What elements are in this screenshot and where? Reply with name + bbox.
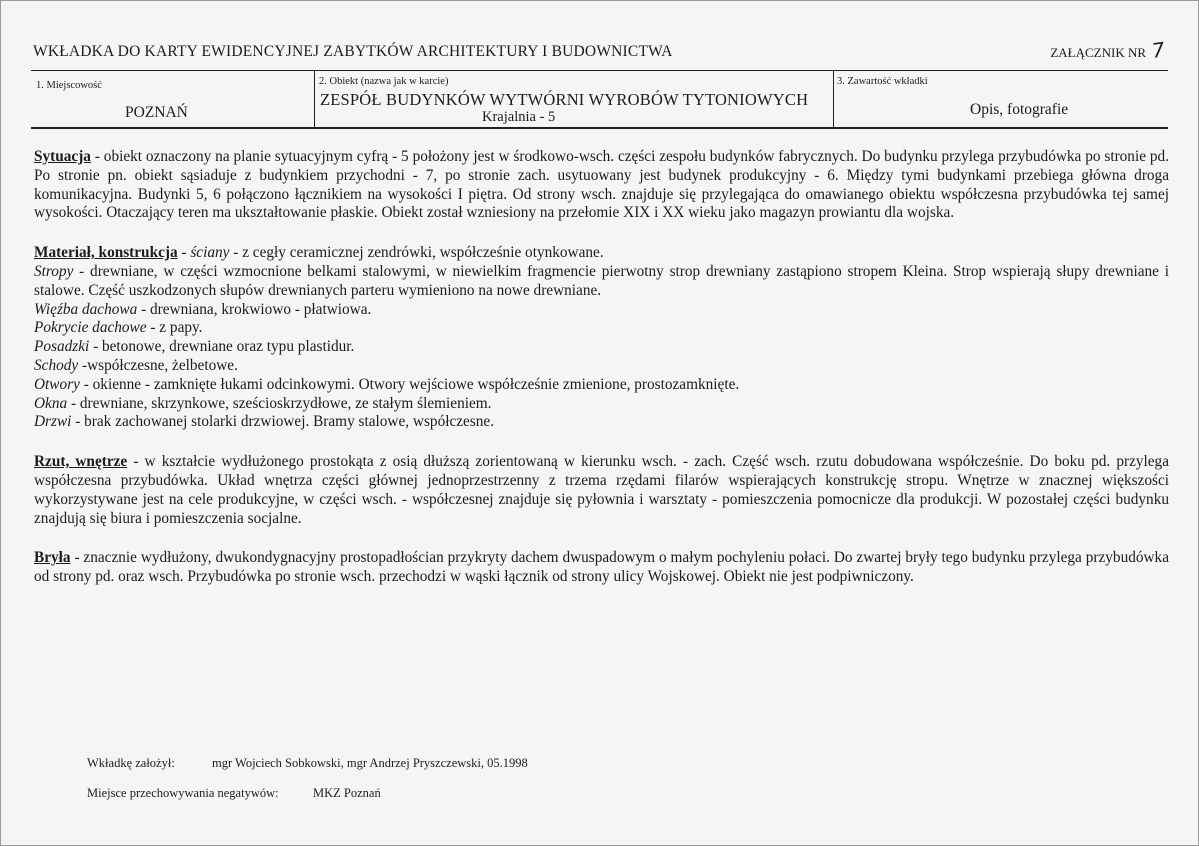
material-heading-dash: - [177,244,191,262]
author-label: Wkładkę założył: [87,756,175,770]
material-line-windows [34,395,1169,414]
material-line-roof-truss [34,301,1169,320]
author-row [87,756,528,771]
material-line-stairs [34,357,1169,376]
stairs-text: -współczesne, żelbetowe. [78,356,238,374]
stairs-label: Schody [34,356,79,374]
plan-section [34,453,1169,528]
place-value: POZNAŃ [125,104,188,121]
header-fields-table [31,70,1168,129]
roof-truss-text: - drewniana, krokwiowo - płatwiowa. [137,300,372,318]
document-title: WKŁADKA DO KARTY EWIDENCYJNEJ ZABYTKÓW ARCHITEKTURY I BUDOWNICTWA [33,43,673,60]
attachment-label: ZAŁĄCZNIK NR [1050,45,1147,60]
place-label: 1. Miejscowość [36,80,102,91]
plan-heading: Rzut, wnętrze [34,453,128,471]
material-line-walls [34,244,1169,263]
openings-text: - okienne - zamknięte łukami odcinkowymi. Otwory wejściowe współcześnie zmienione, prostozamknięte. [79,375,740,393]
contents-value: Opis, fotografie [970,101,1069,118]
contents-label: 3. Zawartość wkładki [837,76,928,87]
situation-section [34,148,1169,223]
windows-text: - drewniane, skrzynkowe, sześcioskrzydłowe, ze stałym ślemieniem. [67,394,492,412]
attachment-number [1050,38,1165,62]
contents-cell [833,71,1168,127]
windows-label: Okna [34,394,68,412]
material-line-ceilings [34,263,1169,301]
material-line-openings [34,376,1169,395]
mass-section [34,549,1169,587]
plan-text: - w kształcie wydłużonego prostokąta z osią dłuższą zorientowaną w kierunku wsch. - zach. Część wsch. rzutu dobudowana współcześnie. Do boku pd. przylega współczesna przybudówka. Układ wnętrza części głównej jednoprzestrzenny z trzema rzędami filarów wspierających konstrukcję stropu. Wnętrze w znacznej większości wykorzystywane jest na cele produkcyjne, w części wsch. - współczesnej znajduje się pyłownia i warsztaty - pomieszczenia pomocnicze dla produkcji. W pozostałej części budynku znajdują się biura i pomieszczenia socjalne. [34,453,1169,527]
walls-label: ściany [190,244,230,262]
material-line-doors [34,413,1169,432]
ceilings-label: Stropy [34,262,74,280]
storage-label: Miejsce przechowywania negatywów: [87,786,279,800]
situation-heading: Sytuacja [34,148,91,165]
openings-label: Otwory [34,375,80,393]
doors-text: - brak zachowanej stolarki drzwiowej. Bramy stalowe, współczesne. [71,413,495,431]
ceilings-text: - drewniane, w części wzmocnione belkami stalowymi, w niewielkim fragmencie pierwotny strop drewniany zastąpiono stropem Kleina. Strop wspierają słupy drewniane i stalowe. Część uszkodzonych słupów drewnianych parteru wymieniono na nowe drewniane. [34,262,1169,299]
material-section [34,244,1169,432]
walls-text: - z cegły ceramicznej zendrówki, współcześnie otynkowane. [229,244,604,262]
roof-truss-label: Więźba dachowa [34,300,138,318]
object-subtitle: Krajalnia - 5 [482,109,556,125]
floors-text: - betonowe, drewniane oraz typu plastidur. [89,338,355,356]
material-line-roofing [34,319,1169,338]
doors-label: Drzwi [34,413,72,431]
object-value: ZESPÓŁ BUDYNKÓW WYTWÓRNI WYROBÓW TYTONIOWYCH [320,90,809,109]
roofing-label: Pokrycie dachowe [34,319,147,337]
roofing-text: - z papy. [146,319,203,337]
storage-row [87,786,381,801]
place-cell [31,71,314,127]
mass-heading: Bryła [34,549,71,567]
description-body [34,148,1169,587]
object-label: 2. Obiekt (nazwa jak w karcie) [319,76,449,87]
mass-text: - znacznie wydłużony, dwukondygnacyjny prostopadłościan przykryty dachem dwuspadowym o małym pochyleniu połaci. Do zwartej bryły tego budynku przylega przybudówka od strony pd. oraz wsch. Przybudówka po stronie wsch. przechodzi w wąski łącznik od strony ulicy Wojskowej. Obiekt nie jest podpiwniczony. [34,549,1169,586]
author-value: mgr Wojciech Sobkowski, mgr Andrzej Pryszczewski, 05.1998 [212,756,528,770]
material-line-floors [34,338,1169,357]
floors-label: Posadzki [34,338,90,356]
storage-value: MKZ Poznań [313,786,381,800]
object-cell [314,71,834,127]
attachment-handwritten-number: 7 [1150,37,1167,63]
material-heading: Materiał, konstrukcja [34,244,178,262]
situation-text: - obiekt oznaczony na planie sytuacyjnym cyfrą - 5 położony jest w środkowo-wsch. części zespołu budynków fabrycznych. Do budynku przylega przybudówka po stronie pd. Po stronie pn. obiekt sąsiaduje z budynkiem przychodni - 7, po stronie zach. usytuowany jest budynek produkcyjny - 6. Między tymi budynkami przebiega główna droga komunikacyjna. Budynki 5, 6 połączono łącznikiem na wysokości I piętra. Od strony wsch. znajduje się przylegająca do omawianego obiektu współczesna przybudówka tej samej wysokości. Otaczający teren ma ukształtowanie płaskie. Obiekt został wzniesiony na przełomie XIX i XX wieku jako magazyn prowiantu dla wojska. [34,148,1169,222]
